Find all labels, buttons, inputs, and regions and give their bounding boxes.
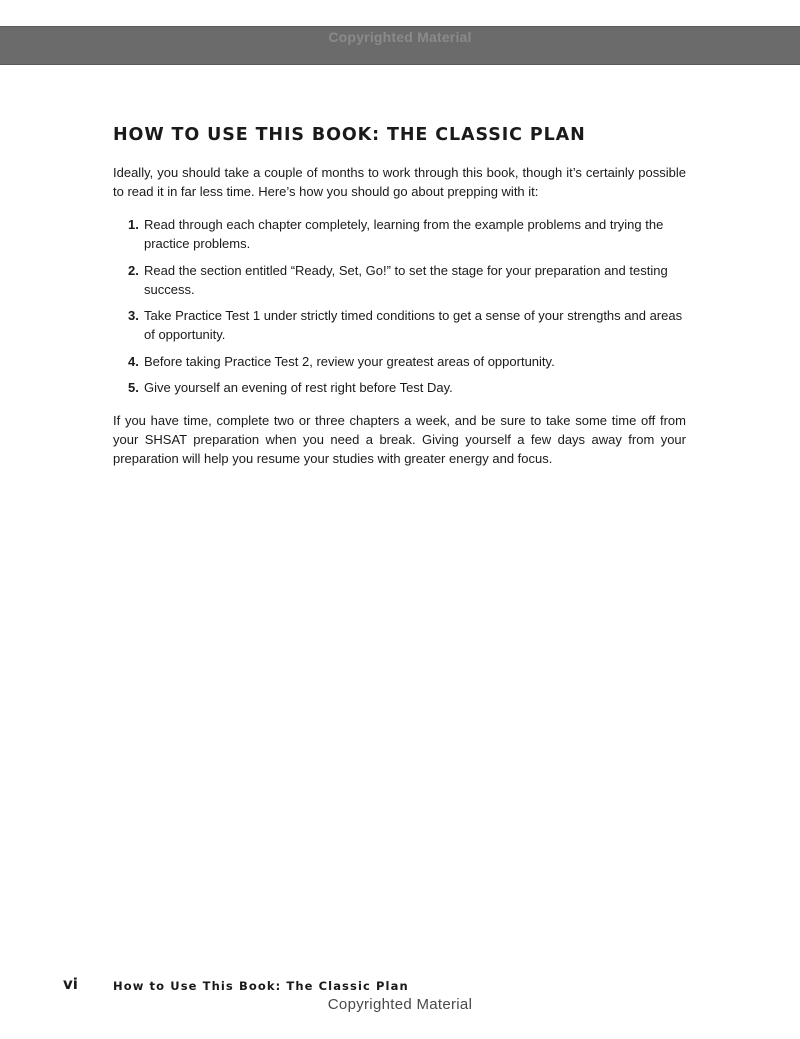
step-text: Before taking Practice Test 2, review your greatest areas of opportunity. (144, 353, 555, 369)
page-content (113, 124, 686, 468)
step-text: Give yourself an evening of rest right before Test Day. (144, 380, 453, 395)
top-watermark-banner (0, 26, 800, 65)
step-number: 1. (128, 217, 139, 232)
closing-paragraph: If you have time, complete two or three chapters a week, and be sure to take some time off from your SHSAT preparation when you need a break. Giving yourself a few days away from your preparation will help you resume your studies with greater energy and focus. (113, 413, 686, 466)
step-item (113, 215, 686, 253)
step-number: 3. (128, 308, 139, 323)
running-footer-title: How to Use This Book: The Classic Plan (113, 979, 409, 993)
step-item (113, 352, 686, 371)
step-number: 4. (128, 353, 139, 369)
step-number: 2. (128, 262, 139, 278)
page-number: vi (63, 975, 78, 993)
step-text: Read through each chapter completely, learning from the example problems and trying the practice problems. (144, 217, 664, 251)
intro-paragraph: Ideally, you should take a couple of months to work through this book, though it’s certainly possible to read it in far less time. Here’s how you should go about prepping with it: (113, 165, 686, 199)
top-watermark-text: Copyrighted Material (328, 29, 472, 45)
step-item (113, 306, 686, 344)
step-item (113, 261, 686, 299)
step-item (113, 378, 686, 397)
step-text: Take Practice Test 1 under strictly timed conditions to get a sense of your strengths and areas of opportunity. (144, 308, 683, 342)
step-number: 5. (128, 380, 139, 395)
section-heading: HOW TO USE THIS BOOK: THE CLASSIC PLAN (113, 125, 586, 145)
bottom-watermark-text: Copyrighted Material (327, 996, 473, 1013)
step-text: Read the section entitled “Ready, Set, Go!” to set the stage for your preparation and testing success. (144, 262, 668, 297)
steps-list (113, 215, 686, 397)
